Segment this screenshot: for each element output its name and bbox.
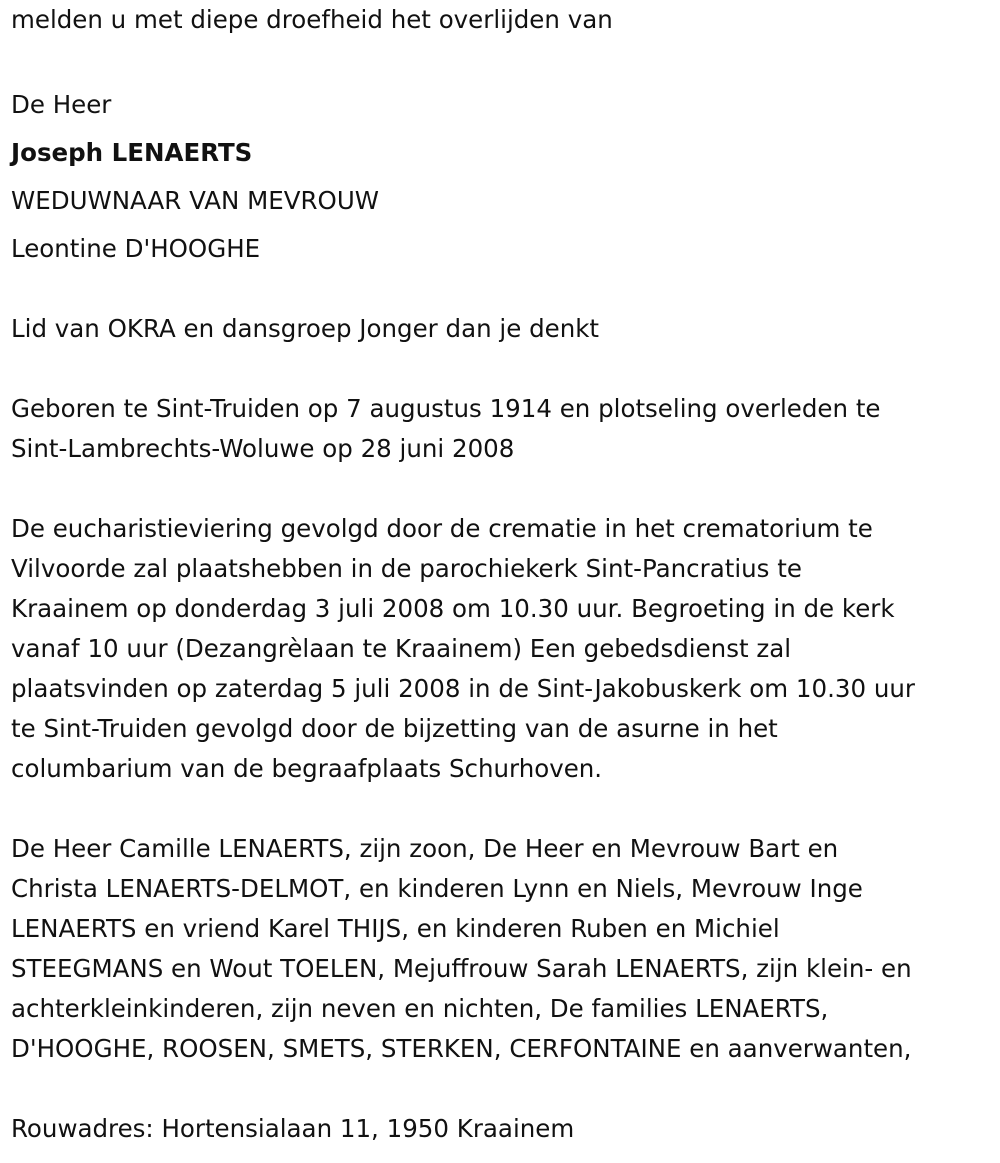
status-line-1: WEDUWNAAR VAN MEVROUW: [11, 186, 379, 215]
ceremony-line: De eucharistieviering gevolgd door de crematie in het crematorium te: [11, 514, 873, 543]
spacer: [11, 789, 996, 829]
ceremony-line: te Sint-Truiden gevolgd door de bijzetting van de asurne in het: [11, 714, 778, 743]
spacer: [11, 469, 996, 509]
spacer: [11, 269, 996, 309]
spacer: [11, 1069, 996, 1109]
intro-text: melden u met diepe droefheid het overlijden van: [11, 5, 613, 34]
family-line: D'HOOGHE, ROOSEN, SMETS, STERKEN, CERFONTAINE en aanverwanten,: [11, 1034, 912, 1063]
family-line: STEEGMANS en Wout TOELEN, Mejuffrouw Sarah LENAERTS, zijn klein- en: [11, 954, 912, 983]
membership-text: Lid van OKRA en dansgroep Jonger dan je denkt: [11, 314, 600, 343]
spacer: [11, 349, 996, 389]
birth-line: Sint-Lambrechts-Woluwe op 28 juni 2008: [11, 434, 515, 463]
family-paragraph: [11, 829, 996, 1069]
address-text: Rouwadres: Hortensialaan 11, 1950 Kraainem: [11, 1114, 575, 1143]
ceremony-line: vanaf 10 uur (Dezangrèlaan te Kraainem) Een gebedsdienst zal: [11, 634, 792, 663]
status-line-2: Leontine D'HOOGHE: [11, 234, 261, 263]
death-notice: [11, 0, 996, 1149]
family-line: De Heer Camille LENAERTS, zijn zoon, De Heer en Mevrouw Bart en: [11, 834, 839, 863]
birth-paragraph: [11, 389, 996, 469]
ceremony-paragraph: [11, 509, 996, 789]
family-line: achterkleinkinderen, zijn neven en nichten, De families LENAERTS,: [11, 994, 829, 1023]
ceremony-line: Vilvoorde zal plaatshebben in de parochiekerk Sint-Pancratius te: [11, 554, 802, 583]
family-line: LENAERTS en vriend Karel THIJS, en kinderen Ruben en Michiel: [11, 914, 780, 943]
family-line: Christa LENAERTS-DELMOT, en kinderen Lynn en Niels, Mevrouw Inge: [11, 874, 863, 903]
title-line: De Heer: [11, 90, 112, 119]
ceremony-line: columbarium van de begraafplaats Schurhoven.: [11, 754, 603, 783]
ceremony-line: plaatsvinden op zaterdag 5 juli 2008 in de Sint-Jakobuskerk om 10.30 uur: [11, 674, 915, 703]
ceremony-line: Kraainem op donderdag 3 juli 2008 om 10.30 uur. Begroeting in de kerk: [11, 594, 895, 623]
birth-line: Geboren te Sint-Truiden op 7 augustus 1914 en plotseling overleden te: [11, 394, 881, 423]
deceased-name: Joseph LENAERTS: [11, 138, 253, 167]
spacer: [11, 40, 996, 80]
